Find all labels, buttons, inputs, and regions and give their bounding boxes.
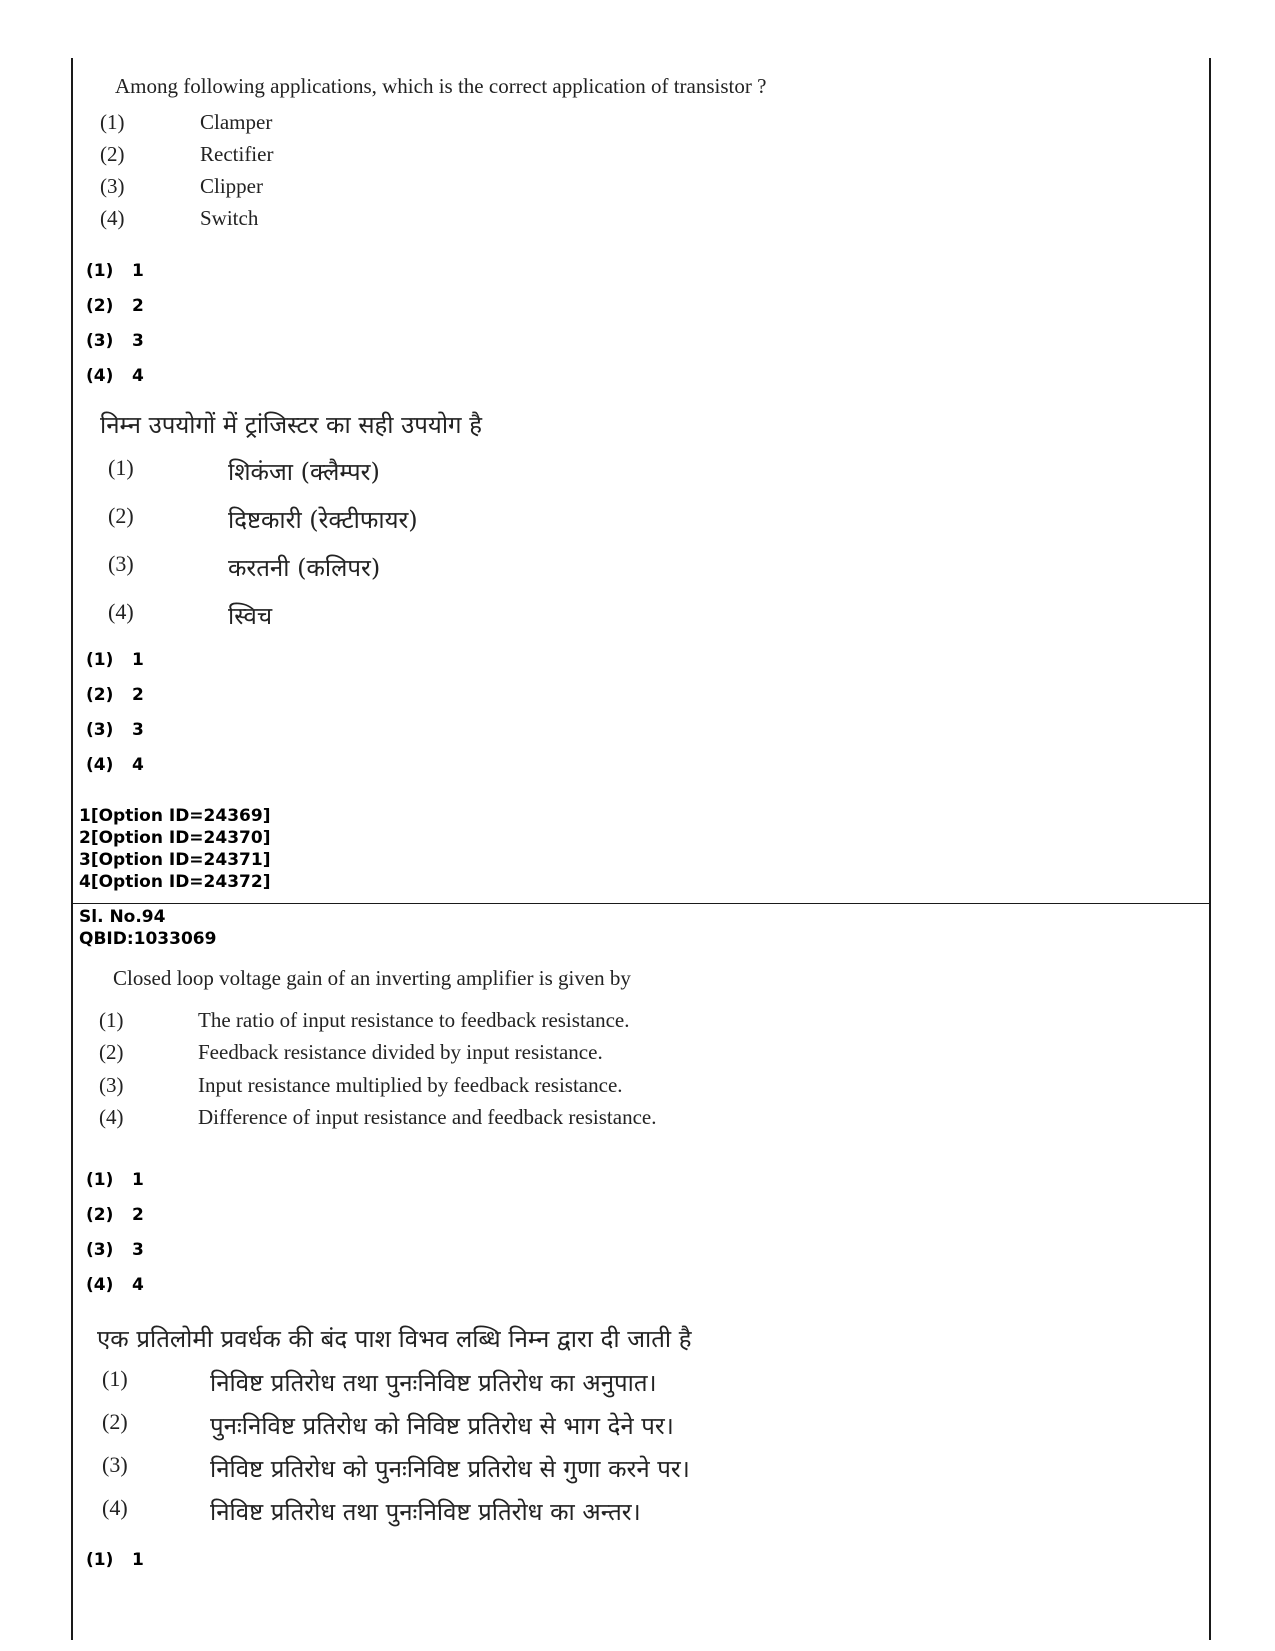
option-text: Difference of input resistance and feedback resistance. — [198, 1105, 657, 1129]
question-text-hi: एक प्रतिलोमी प्रवर्धक की बंद पाश विभव लब्धि निम्न द्वारा दी जाती है — [97, 1325, 692, 1353]
answer-number: (3) — [86, 1240, 114, 1260]
option-number: (1) — [100, 110, 125, 134]
answer-choice[interactable] — [86, 261, 144, 281]
answer-number: (1) — [86, 261, 114, 281]
question-text-hi: निम्न उपयोगों में ट्रांजिस्टर का सही उपयोग है — [100, 411, 482, 439]
option-text: शिकंजा (क्लैम्पर) — [228, 458, 380, 486]
answer-value: 1 — [132, 1550, 144, 1570]
answer-choice[interactable] — [86, 685, 144, 705]
answer-number: (2) — [86, 296, 114, 316]
answer-value: 3 — [132, 720, 144, 740]
answer-value: 1 — [132, 261, 144, 281]
answer-value: 2 — [132, 1205, 144, 1225]
answer-value: 2 — [132, 296, 144, 316]
answer-value: 2 — [132, 685, 144, 705]
option-id: 2[Option ID=24370] — [79, 828, 271, 848]
option-number: (2) — [108, 503, 134, 528]
option-number: (1) — [102, 1366, 128, 1391]
answer-number: (4) — [86, 1275, 114, 1295]
answer-number: (1) — [86, 1170, 114, 1190]
answer-number: (2) — [86, 685, 114, 705]
question-divider — [71, 903, 1211, 904]
answer-choice[interactable] — [86, 1205, 144, 1225]
question-bank-id: QBID:1033069 — [79, 929, 217, 949]
option-text: Rectifier — [200, 142, 274, 166]
option-number: (1) — [99, 1008, 124, 1032]
question-text-en: Among following applications, which is the correct application of transistor ? — [115, 74, 767, 98]
option-number: (4) — [108, 599, 134, 624]
answer-number: (2) — [86, 1205, 114, 1225]
option-text: करतनी (कलिपर) — [228, 554, 381, 582]
page-frame-right — [1209, 58, 1211, 1640]
answer-choice[interactable] — [86, 1275, 144, 1295]
answer-value: 3 — [132, 1240, 144, 1260]
option-text: Feedback resistance divided by input resistance. — [198, 1040, 603, 1064]
answer-number: (1) — [86, 1550, 114, 1570]
option-number: (3) — [102, 1452, 128, 1477]
option-text: निविष्ट प्रतिरोध तथा पुनःनिविष्ट प्रतिरोध का अनुपात। — [210, 1369, 657, 1397]
answer-choice[interactable] — [86, 296, 144, 316]
option-text: दिष्टकारी (रेक्टीफायर) — [228, 506, 418, 534]
answer-number: (4) — [86, 755, 114, 775]
option-id: 4[Option ID=24372] — [79, 872, 271, 892]
page-frame-left — [71, 58, 73, 1640]
option-number: (3) — [99, 1073, 124, 1097]
answer-choice[interactable] — [86, 331, 144, 351]
answer-number: (3) — [86, 331, 114, 351]
option-id: 3[Option ID=24371] — [79, 850, 271, 870]
option-text: पुनःनिविष्ट प्रतिरोध को निविष्ट प्रतिरोध से भाग देने पर। — [210, 1412, 674, 1440]
answer-choice[interactable] — [86, 720, 144, 740]
answer-choice[interactable] — [86, 1170, 144, 1190]
answer-number: (4) — [86, 366, 114, 386]
option-text: निविष्ट प्रतिरोध तथा पुनःनिविष्ट प्रतिरोध का अन्तर। — [210, 1498, 641, 1526]
option-number: (2) — [99, 1040, 124, 1064]
option-text: Clipper — [200, 174, 263, 198]
answer-choice[interactable] — [86, 1550, 144, 1570]
answer-choice[interactable] — [86, 1240, 144, 1260]
option-number: (4) — [100, 206, 125, 230]
option-number: (2) — [100, 142, 125, 166]
answer-value: 1 — [132, 1170, 144, 1190]
answer-value: 3 — [132, 331, 144, 351]
option-number: (4) — [99, 1105, 124, 1129]
answer-number: (3) — [86, 720, 114, 740]
answer-number: (1) — [86, 650, 114, 670]
option-number: (1) — [108, 455, 134, 480]
answer-choice[interactable] — [86, 755, 144, 775]
option-number: (4) — [102, 1495, 128, 1520]
option-text: The ratio of input resistance to feedback resistance. — [198, 1008, 630, 1032]
answer-value: 4 — [132, 1275, 144, 1295]
option-number: (3) — [100, 174, 125, 198]
option-number: (3) — [108, 551, 134, 576]
serial-number: Sl. No.94 — [79, 907, 166, 927]
option-number: (2) — [102, 1409, 128, 1434]
answer-value: 4 — [132, 366, 144, 386]
answer-value: 4 — [132, 755, 144, 775]
option-text: स्विच — [228, 602, 273, 630]
option-text: Clamper — [200, 110, 273, 134]
answer-value: 1 — [132, 650, 144, 670]
option-text: Switch — [200, 206, 259, 230]
answer-choice[interactable] — [86, 650, 144, 670]
question-text-en: Closed loop voltage gain of an inverting amplifier is given by — [113, 966, 631, 990]
answer-choice[interactable] — [86, 366, 144, 386]
option-text: Input resistance multiplied by feedback resistance. — [198, 1073, 623, 1097]
option-text: निविष्ट प्रतिरोध को पुनःनिविष्ट प्रतिरोध से गुणा करने पर। — [210, 1455, 690, 1483]
option-id: 1[Option ID=24369] — [79, 806, 271, 826]
